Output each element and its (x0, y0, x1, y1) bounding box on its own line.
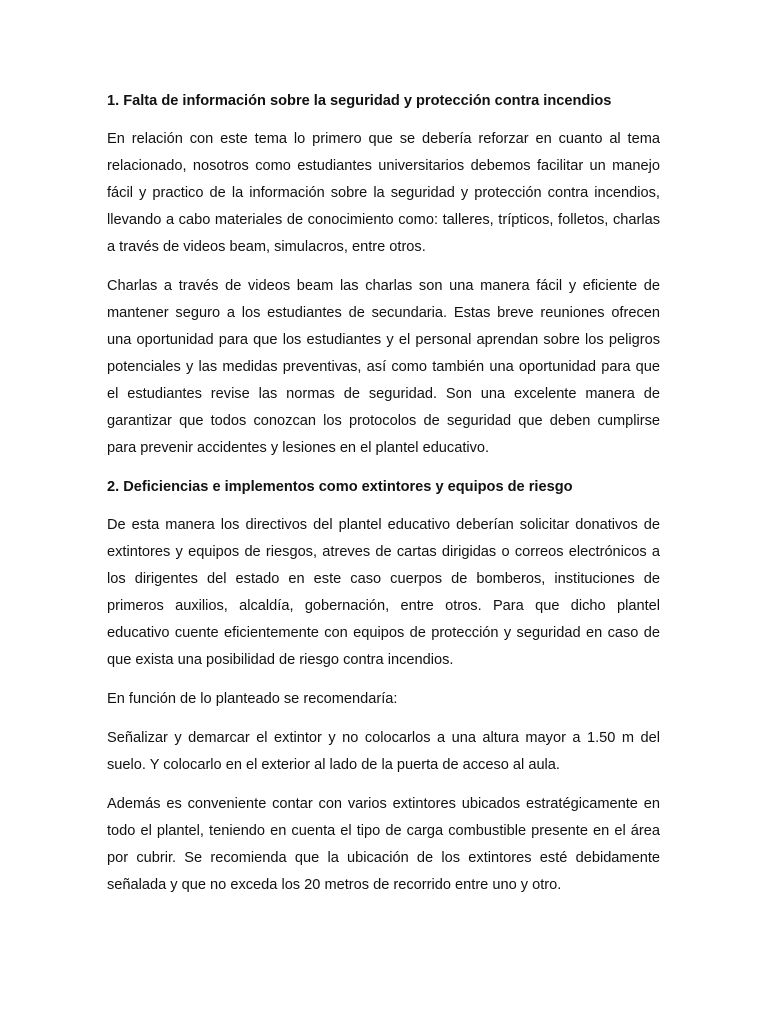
paragraph-5: Señalizar y demarcar el extintor y no colocarlos a una altura mayor a 1.50 m del suelo. Y colocarlo en el exterior al lado de la puerta de acceso al aula. (107, 730, 660, 773)
paragraph-2: Charlas a través de videos beam las charlas son una manera fácil y eficiente de mantener seguro a los estudiantes de secundaria. Estas breve reuniones ofrecen una oportunidad para que los estudiantes y el personal aprendan sobre los peligros potenciales y las medidas preventivas, así como también una oportunidad para que el estudiantes revise las normas de seguridad. Son una excelente manera de garantizar que todos conozcan los protocolos de seguridad que deben cumplirse para prevenir accidentes y lesiones en el plantel educativo. (107, 278, 660, 456)
document-page (107, 88, 660, 911)
section-heading-2: 2. Deficiencias e implementos como extintores y equipos de riesgo (107, 479, 573, 495)
paragraph-4: En función de lo planteado se recomendaría: (107, 691, 398, 707)
paragraph-6: Además es conveniente contar con varios extintores ubicados estratégicamente en todo el plantel, teniendo en cuenta el tipo de carga combustible presente en el área por cubrir. Se recomienda que la ubicación de los extintores esté debidamente señalada y que no exceda los 20 metros de recorrido entre uno y otro. (107, 796, 660, 893)
section-heading-1: 1. Falta de información sobre la seguridad y protección contra incendios (107, 93, 612, 109)
paragraph-3: De esta manera los directivos del plantel educativo deberían solicitar donativos de extintores y equipos de riesgos, atreves de cartas dirigidas o correos electrónicos a los dirigentes del estado en este caso cuerpos de bomberos, instituciones de primeros auxilios, alcaldía, gobernación, entre otros. Para que dicho plantel educativo cuente eficientemente con equipos de protección y seguridad en caso de que exista una posibilidad de riesgo contra incendios. (107, 517, 660, 668)
paragraph-1: En relación con este tema lo primero que se debería reforzar en cuanto al tema relacionado, nosotros como estudiantes universitarios debemos facilitar un manejo fácil y practico de la información sobre la seguridad y protección contra incendios, llevando a cabo materiales de conocimiento como: talleres, trípticos, folletos, charlas a través de videos beam, simulacros, entre otros. (107, 131, 660, 255)
